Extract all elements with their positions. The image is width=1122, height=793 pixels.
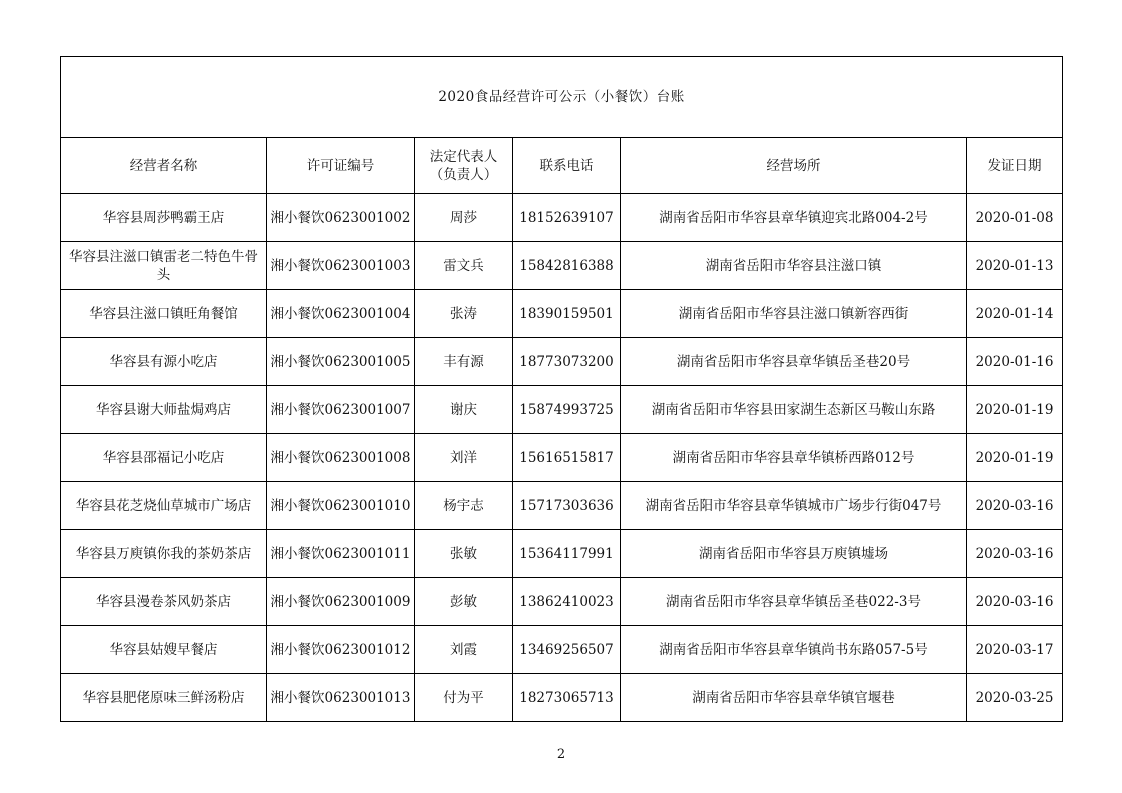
cell-representative: 刘洋 (415, 434, 513, 482)
cell-address: 湖南省岳阳市华容县万庾镇墟场 (621, 530, 967, 578)
cell-address: 湖南省岳阳市华容县章华镇官堰巷 (621, 674, 967, 722)
cell-address: 湖南省岳阳市华容县注滋口镇新容西街 (621, 290, 967, 338)
cell-phone: 13469256507 (513, 626, 621, 674)
cell-phone: 15874993725 (513, 386, 621, 434)
cell-date: 2020-01-16 (967, 338, 1063, 386)
table-row (61, 578, 1063, 626)
header-license: 许可证编号 (267, 138, 415, 194)
cell-license: 湘小餐饮0623001008 (267, 434, 415, 482)
cell-phone: 13862410023 (513, 578, 621, 626)
cell-address: 湖南省岳阳市华容县章华镇岳圣巷20号 (621, 338, 967, 386)
cell-representative: 雷文兵 (415, 242, 513, 290)
cell-date: 2020-01-08 (967, 194, 1063, 242)
cell-name: 华容县万庾镇你我的茶奶茶店 (61, 530, 267, 578)
cell-phone: 18152639107 (513, 194, 621, 242)
cell-name: 华容县注滋口镇雷老二特色牛骨头 (61, 242, 267, 290)
header-representative (415, 138, 513, 194)
cell-date: 2020-01-14 (967, 290, 1063, 338)
table-row (61, 338, 1063, 386)
cell-name: 华容县注滋口镇旺角餐馆 (61, 290, 267, 338)
cell-name: 华容县姑嫂早餐店 (61, 626, 267, 674)
cell-representative: 杨宇志 (415, 482, 513, 530)
cell-representative: 彭敏 (415, 578, 513, 626)
cell-name: 华容县漫卷茶风奶茶店 (61, 578, 267, 626)
cell-name: 华容县周莎鸭霸王店 (61, 194, 267, 242)
cell-representative: 张涛 (415, 290, 513, 338)
cell-license: 湘小餐饮0623001005 (267, 338, 415, 386)
cell-name: 华容县肥佬原味三鲜汤粉店 (61, 674, 267, 722)
table-row (61, 242, 1063, 290)
header-name: 经营者名称 (61, 138, 267, 194)
cell-representative: 刘霞 (415, 626, 513, 674)
cell-representative: 谢庆 (415, 386, 513, 434)
cell-date: 2020-03-16 (967, 482, 1063, 530)
cell-license: 湘小餐饮0623001010 (267, 482, 415, 530)
header-row (61, 138, 1063, 194)
cell-license: 湘小餐饮0623001012 (267, 626, 415, 674)
page-title: 2020食品经营许可公示（小餐饮）台账 (61, 57, 1063, 138)
cell-license: 湘小餐饮0623001009 (267, 578, 415, 626)
cell-name: 华容县花芝烧仙草城市广场店 (61, 482, 267, 530)
cell-date: 2020-03-16 (967, 530, 1063, 578)
header-rep-line2: （负责人） (429, 166, 498, 183)
table-row (61, 194, 1063, 242)
table-body (61, 57, 1063, 722)
cell-name: 华容县邵福记小吃店 (61, 434, 267, 482)
cell-license: 湘小餐饮0623001004 (267, 290, 415, 338)
cell-address: 湖南省岳阳市华容县章华镇城市广场步行街047号 (621, 482, 967, 530)
cell-representative: 丰有源 (415, 338, 513, 386)
cell-license: 湘小餐饮0623001011 (267, 530, 415, 578)
header-rep-line1: 法定代表人 (429, 148, 498, 165)
cell-date: 2020-01-19 (967, 386, 1063, 434)
table-row (61, 530, 1063, 578)
header-date: 发证日期 (967, 138, 1063, 194)
header-phone: 联系电话 (513, 138, 621, 194)
page-number: 2 (556, 747, 566, 762)
cell-address: 湖南省岳阳市华容县章华镇岳圣巷022-3号 (621, 578, 967, 626)
cell-date: 2020-03-16 (967, 578, 1063, 626)
cell-phone: 15842816388 (513, 242, 621, 290)
table-row (61, 290, 1063, 338)
cell-date: 2020-01-13 (967, 242, 1063, 290)
cell-license: 湘小餐饮0623001003 (267, 242, 415, 290)
table-row (61, 674, 1063, 722)
cell-address: 湖南省岳阳市华容县田家湖生态新区马鞍山东路 (621, 386, 967, 434)
cell-address: 湖南省岳阳市华容县章华镇桥西路012号 (621, 434, 967, 482)
cell-date: 2020-03-17 (967, 626, 1063, 674)
cell-license: 湘小餐饮0623001013 (267, 674, 415, 722)
license-ledger-table (60, 56, 1063, 722)
cell-phone: 18773073200 (513, 338, 621, 386)
cell-name: 华容县有源小吃店 (61, 338, 267, 386)
cell-representative: 周莎 (415, 194, 513, 242)
cell-address: 湖南省岳阳市华容县章华镇迎宾北路004-2号 (621, 194, 967, 242)
cell-name: 华容县谢大师盐焗鸡店 (61, 386, 267, 434)
table-row (61, 626, 1063, 674)
title-row (61, 57, 1063, 138)
cell-phone: 15717303636 (513, 482, 621, 530)
table-row (61, 386, 1063, 434)
cell-phone: 15364117991 (513, 530, 621, 578)
cell-phone: 15616515817 (513, 434, 621, 482)
table-row (61, 434, 1063, 482)
cell-representative: 张敏 (415, 530, 513, 578)
cell-address: 湖南省岳阳市华容县章华镇尚书东路057-5号 (621, 626, 967, 674)
cell-date: 2020-03-25 (967, 674, 1063, 722)
cell-representative: 付为平 (415, 674, 513, 722)
cell-license: 湘小餐饮0623001002 (267, 194, 415, 242)
cell-license: 湘小餐饮0623001007 (267, 386, 415, 434)
table-row (61, 482, 1063, 530)
cell-phone: 18273065713 (513, 674, 621, 722)
header-address: 经营场所 (621, 138, 967, 194)
cell-date: 2020-01-19 (967, 434, 1063, 482)
cell-address: 湖南省岳阳市华容县注滋口镇 (621, 242, 967, 290)
cell-phone: 18390159501 (513, 290, 621, 338)
